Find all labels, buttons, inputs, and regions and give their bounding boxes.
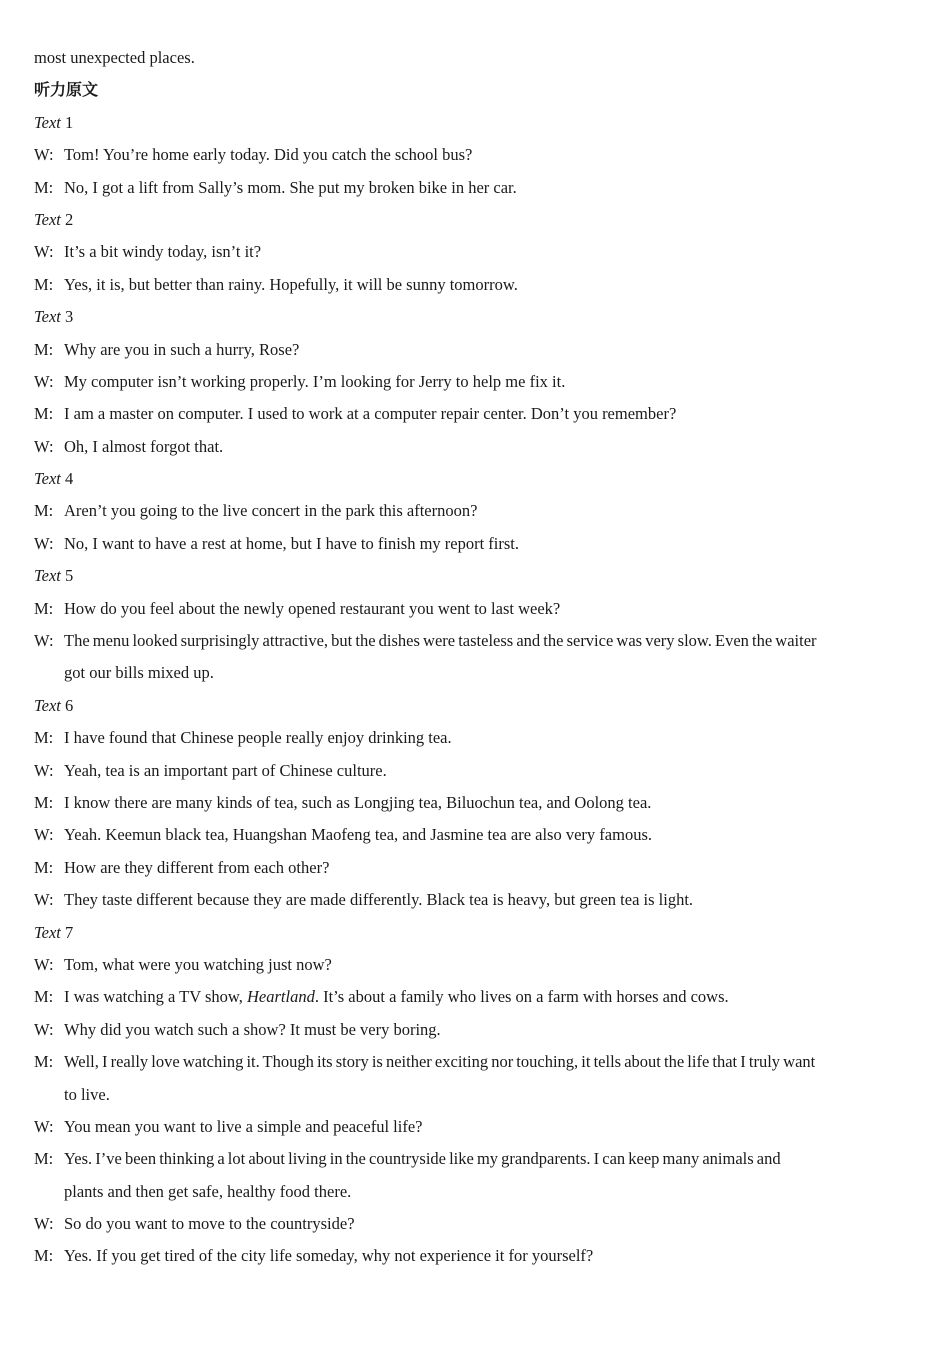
utterance-text: Tom! You’re home early today. Did you catch the school bus? bbox=[64, 145, 473, 165]
utterance bbox=[34, 433, 912, 465]
utterance-continuation bbox=[34, 1081, 912, 1113]
utterance-text: So do you want to move to the countryside? bbox=[64, 1214, 355, 1234]
speaker: W: bbox=[34, 371, 54, 391]
utterance-text: The menu looked surprisingly attractive, but the dishes were tasteless and the service was very slow. Even the waiter bbox=[64, 631, 817, 651]
utterance bbox=[34, 854, 912, 886]
text-number: 3 bbox=[65, 307, 74, 327]
utterance-text: Aren’t you going to the live concert in the park this afternoon? bbox=[64, 501, 478, 521]
speaker: M: bbox=[34, 1149, 54, 1169]
speaker: W: bbox=[34, 242, 54, 262]
utterance-text-b: . It’s about a family who lives on a farm with horses and cows. bbox=[314, 987, 729, 1007]
utterance-text: Yeah. Keemun black tea, Huangshan Maofeng tea, and Jasmine tea are also very famous. bbox=[64, 825, 652, 845]
utterance-text: My computer isn’t working properly. I’m looking for Jerry to help me fix it. bbox=[64, 371, 566, 391]
speaker: W: bbox=[34, 825, 54, 845]
utterance-continuation bbox=[34, 659, 912, 691]
speaker: W: bbox=[34, 890, 54, 910]
utterance bbox=[34, 1242, 912, 1274]
speaker: M: bbox=[34, 598, 54, 618]
speaker: W: bbox=[34, 954, 54, 974]
text-3-label bbox=[34, 303, 912, 335]
utterance-text: I have found that Chinese people really enjoy drinking tea. bbox=[64, 728, 452, 748]
text-5-label bbox=[34, 562, 912, 594]
text-label: Text bbox=[34, 695, 61, 715]
text-number: 2 bbox=[65, 209, 74, 229]
utterance-text: No, I got a lift from Sally’s mom. She put my broken bike in her car. bbox=[64, 177, 517, 197]
text-number: 4 bbox=[65, 469, 74, 489]
utterance-text: Why are you in such a hurry, Rose? bbox=[64, 339, 300, 359]
utterance-text: You mean you want to live a simple and peaceful life? bbox=[64, 1116, 423, 1136]
utterance bbox=[34, 238, 912, 270]
utterance-continuation bbox=[34, 1178, 912, 1210]
utterance bbox=[34, 1210, 912, 1242]
utterance bbox=[34, 627, 912, 659]
speaker: M: bbox=[34, 339, 54, 359]
speaker: W: bbox=[34, 533, 54, 553]
utterance-text: Oh, I almost forgot that. bbox=[64, 436, 224, 456]
utterance bbox=[34, 530, 912, 562]
utterance bbox=[34, 141, 912, 173]
utterance bbox=[34, 983, 912, 1015]
speaker: W: bbox=[34, 145, 54, 165]
utterance-text-a: I was watching a TV show, bbox=[64, 987, 247, 1007]
speaker: M: bbox=[34, 404, 54, 424]
utterance-text: Well, I really love watching it. Though its story is neither exciting nor touching, it tells about the life that I truly want bbox=[64, 1052, 816, 1072]
speaker: W: bbox=[34, 1019, 54, 1039]
show-title: Heartland bbox=[247, 987, 315, 1007]
utterance-text: Why did you watch such a show? It must be very boring. bbox=[64, 1019, 441, 1039]
utterance-text: Yes, it is, but better than rainy. Hopefully, it will be sunny tomorrow. bbox=[64, 274, 518, 294]
speaker: W: bbox=[34, 1214, 54, 1234]
utterance bbox=[34, 497, 912, 529]
text-2-label bbox=[34, 206, 912, 238]
utterance-continuation-text: plants and then get safe, healthy food there. bbox=[64, 1181, 352, 1201]
text-number: 7 bbox=[65, 922, 74, 942]
utterance-text: I am a master on computer. I used to work at a computer repair center. Don’t you remember? bbox=[64, 404, 677, 424]
text-7-label bbox=[34, 919, 912, 951]
utterance bbox=[34, 821, 912, 853]
utterance bbox=[34, 1113, 912, 1145]
utterance bbox=[34, 400, 912, 432]
text-number: 5 bbox=[65, 566, 74, 586]
text-label: Text bbox=[34, 469, 61, 489]
speaker: W: bbox=[34, 631, 54, 651]
speaker: M: bbox=[34, 501, 54, 521]
utterance bbox=[34, 724, 912, 756]
speaker: M: bbox=[34, 987, 54, 1007]
transcript-heading: 听力原文 bbox=[34, 80, 99, 100]
speaker: M: bbox=[34, 857, 54, 877]
text-number: 6 bbox=[65, 695, 74, 715]
speaker: M: bbox=[34, 792, 54, 812]
utterance-text: I know there are many kinds of tea, such as Longjing tea, Biluochun tea, and Oolong tea. bbox=[64, 792, 652, 812]
text-label: Text bbox=[34, 566, 61, 586]
text-4-label bbox=[34, 465, 912, 497]
text-1-label bbox=[34, 109, 912, 141]
utterance-text: They taste different because they are made differently. Black tea is heavy, but green tea is light. bbox=[64, 890, 694, 910]
utterance bbox=[34, 1016, 912, 1048]
utterance bbox=[34, 271, 912, 303]
utterance bbox=[34, 757, 912, 789]
utterance-text: How do you feel about the newly opened restaurant you went to last week? bbox=[64, 598, 561, 618]
utterance-continuation-text: got our bills mixed up. bbox=[64, 663, 214, 683]
utterance bbox=[34, 368, 912, 400]
speaker: W: bbox=[34, 1116, 54, 1136]
text-label: Text bbox=[34, 922, 61, 942]
speaker: M: bbox=[34, 274, 54, 294]
text-6-label bbox=[34, 692, 912, 724]
utterance-text: Yes. If you get tired of the city life someday, why not experience it for yourself? bbox=[64, 1246, 594, 1266]
text-label: Text bbox=[34, 209, 61, 229]
text-label: Text bbox=[34, 112, 61, 132]
speaker: M: bbox=[34, 1246, 54, 1266]
speaker: W: bbox=[34, 760, 54, 780]
utterance bbox=[34, 336, 912, 368]
utterance bbox=[34, 174, 912, 206]
intro-fragment: most unexpected places. bbox=[34, 48, 195, 67]
speaker: M: bbox=[34, 177, 54, 197]
utterance bbox=[34, 1048, 912, 1080]
speaker: W: bbox=[34, 436, 54, 456]
text-label: Text bbox=[34, 307, 61, 327]
utterance-text: Tom, what were you watching just now? bbox=[64, 954, 332, 974]
utterance bbox=[34, 789, 912, 821]
utterance-text: Yeah, tea is an important part of Chinese culture. bbox=[64, 760, 387, 780]
utterance bbox=[34, 1145, 912, 1177]
utterance bbox=[34, 886, 912, 918]
utterance-text: No, I want to have a rest at home, but I have to finish my report first. bbox=[64, 533, 520, 553]
speaker: M: bbox=[34, 1052, 54, 1072]
utterance bbox=[34, 951, 912, 983]
utterance-continuation-text: to live. bbox=[64, 1084, 110, 1104]
text-number: 1 bbox=[65, 112, 74, 132]
utterance-text: How are they different from each other? bbox=[64, 857, 330, 877]
utterance bbox=[34, 595, 912, 627]
transcript-page bbox=[34, 44, 912, 1275]
speaker: M: bbox=[34, 728, 54, 748]
utterance-text: It’s a bit windy today, isn’t it? bbox=[64, 242, 262, 262]
utterance-text: Yes. I’ve been thinking a lot about living in the countryside like my grandparents. I can keep many animals and bbox=[64, 1149, 781, 1169]
